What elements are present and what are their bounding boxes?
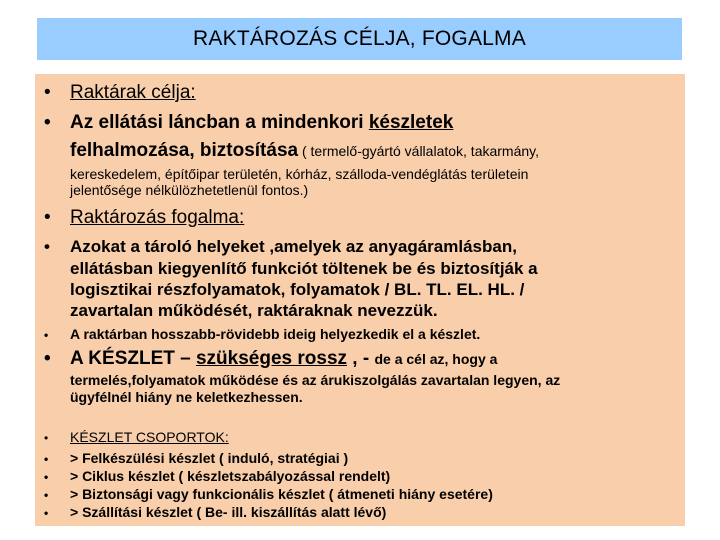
bullet-icon: •: [44, 237, 50, 256]
title-bar: [37, 18, 682, 60]
heading-stock-groups: KÉSZLET CSOPORTOK:: [70, 429, 229, 445]
bullet-icon: •: [44, 431, 49, 445]
content-panel: • Raktárak célja: • Az ellátási láncban a mindenkori készletek felhalmozása, biztosítása ( termelő-gyártó vállalatok, takarmány, kereskedelem, építőipar területén, kórház, szálloda-vendéglátás területein jelentősége nélkülözhetetlenül fontos.) • Raktározás fogalma: • Azokat a tároló helyeket ,amelyek az anyagáramlásban, ellátásban kiegyenlítő funkciót töltenek be és biztosítják a logisztikai részfolyamatok, folyamatok / BL. TL. EL. HL. / zavartalan működését, raktáraknak nevezzük. • A raktárban hosszabb-rövidebb ideig helyezkedik el a készlet. • A KÉSZLET – szükséges rossz , - de a cél az, hogy a termelés,folyamatok működése és az árukiszolgálás zavartalan legyen, az ügyfélnél hiány ne keletkezhessen. • KÉSZLET CSOPORTOK: • > Felkészülési készlet ( induló, stratégiai ) • > Ciklus készlet ( készletszabályozással rendelt) • > Biztonsági vagy funkcionális készlet ( átmeneti hiány esetére) • > Szállítási készlet ( Be- ill. kiszállítás alatt lévő): [35, 74, 685, 526]
bullet-icon: •: [44, 328, 49, 342]
bullet-icon: •: [44, 348, 51, 369]
list-text: Az ellátási láncban a mindenkori készletek: [70, 112, 454, 133]
heading-definition: Raktározás fogalma:: [70, 207, 245, 228]
bullet-icon: •: [44, 488, 49, 502]
page-title: RAKTÁROZÁS CÉLJA, FOGALMA: [193, 27, 526, 50]
bullet-icon: •: [44, 452, 49, 466]
bullet-icon: •: [44, 112, 51, 133]
bullet-icon: •: [44, 470, 49, 484]
heading-purpose: Raktárak célja:: [70, 82, 196, 103]
bullet-icon: •: [44, 82, 51, 103]
bullet-icon: •: [44, 506, 49, 520]
bullet-icon: •: [44, 207, 51, 228]
